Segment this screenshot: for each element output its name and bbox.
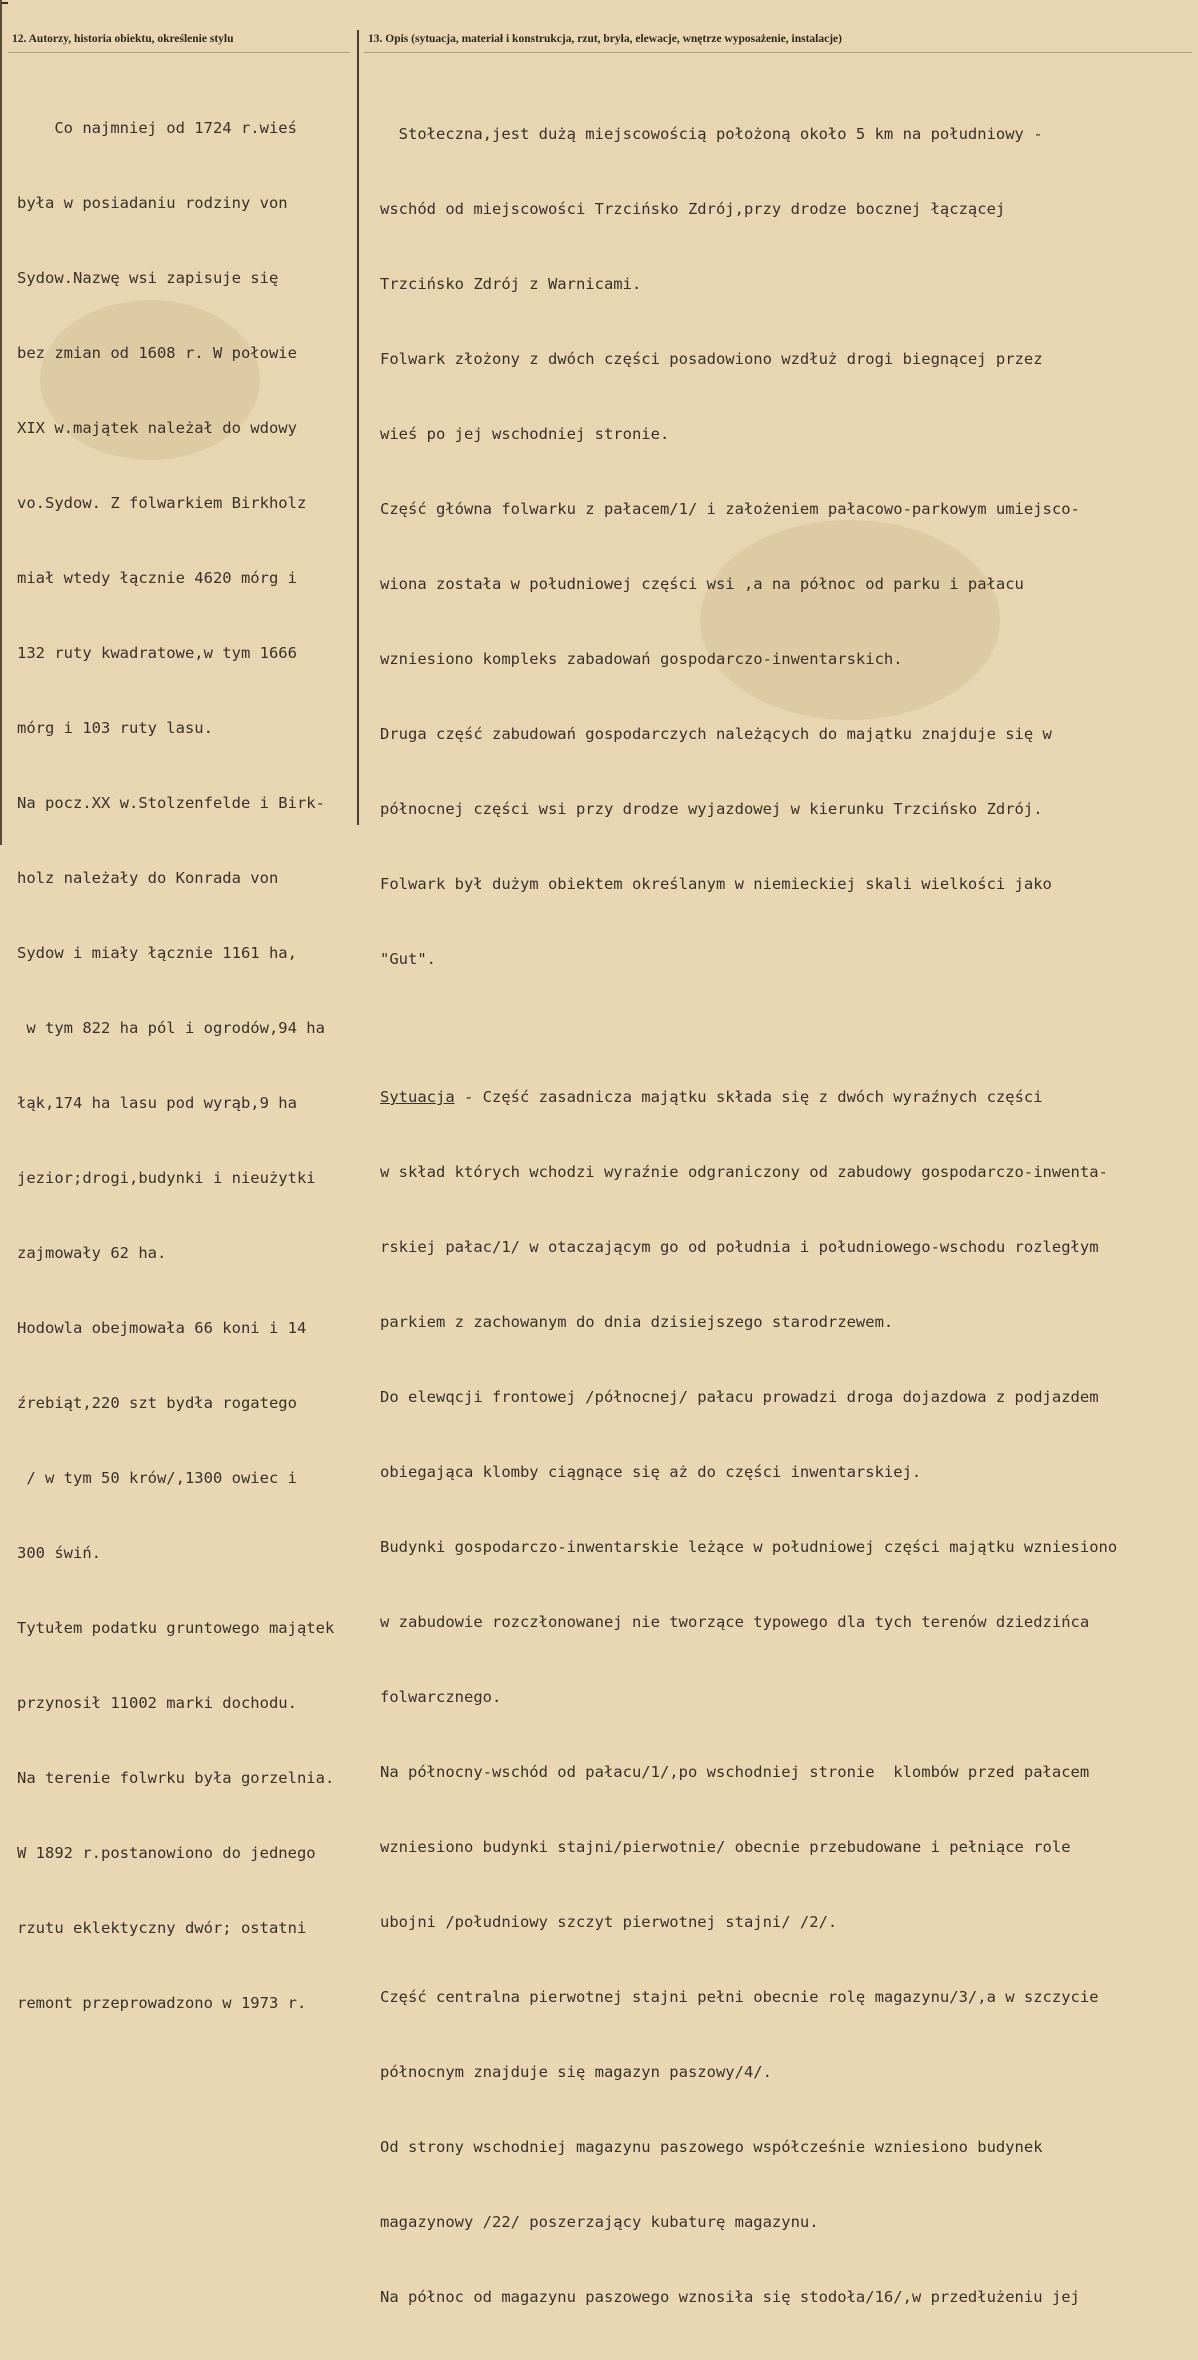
text-line: "Gut". (380, 950, 436, 968)
left-column-header: 12. Autorzy, historia obiektu, określenie stylu (12, 33, 234, 45)
text-line: Część główna folwarku z pałacem/1/ i założeniem pałacowo-parkowym umiejsco- (380, 500, 1080, 518)
text-line: Folwark złożony z dwóch części posadowiono wzdłuż drogi biegnącej przez (380, 350, 1043, 368)
right-column-header: 13. Opis (sytuacja, materiał i konstrukcja, rzut, bryła, elewacje, wnętrze wyposażenie, instalacje) (368, 33, 842, 45)
text-line: Od strony wschodniej magazynu paszowego współcześnie wzniesiono budynek (380, 2138, 1043, 2156)
text-line: w tym 822 ha pól i ogrodów,94 ha (17, 1019, 325, 1037)
text-line: w skład których wchodzi wyraźnie odgraniczony od zabudowy gospodarczo-inwenta- (380, 1163, 1108, 1181)
text-line: Na północ od magazynu paszowego wznosiła się stodoła/16/,w przedłużeniu jej (380, 2288, 1080, 2306)
right-header-rule (364, 52, 1192, 53)
text-line: remont przeprowadzono w 1973 r. (17, 1994, 307, 2012)
text-line: Folwark był dużym obiektem określanym w niemieckiej skali wielkości jako (380, 875, 1052, 893)
text-line: / w tym 50 krów/,1300 owiec i (17, 1469, 297, 1487)
text-line: XIX w.majątek należał do wdowy (17, 419, 297, 437)
text-line: wschód od miejscowości Trzcińsko Zdrój,przy drodze bocznej łączącej (380, 200, 1006, 218)
left-page-edge (0, 0, 2, 845)
text-line: wiona została w południowej części wsi ,a na północ od parku i pałacu (380, 575, 1024, 593)
text-line: miał wtedy łącznie 4620 mórg i (17, 569, 297, 587)
text-line: ubojni /południowy szczyt pierwotnej stajni/ /2/. (380, 1913, 838, 1931)
text-line: mórg i 103 ruty lasu. (17, 719, 213, 737)
text-line: vo.Sydow. Z folwarkiem Birkholz (17, 494, 307, 512)
text-line: jezior;drogi,budynki i nieużytki (17, 1169, 316, 1187)
text-line: północnym znajduje się magazyn paszowy/4/. (380, 2063, 772, 2081)
situation-label: Sytuacja (380, 1088, 455, 1106)
text-line: magazynowy /22/ poszerzający kubaturę magazynu. (380, 2213, 819, 2231)
text-line: była w posiadaniu rodziny von (17, 194, 288, 212)
text-line: rskiej pałac/1/ w otaczającym go od południa i południowego-wschodu rozległym (380, 1238, 1099, 1256)
text-line: w zabudowie rozczłonowanej nie tworzące typowego dla tych terenów dziedzińca (380, 1613, 1090, 1631)
text-line: Hodowla obejmowała 66 koni i 14 (17, 1319, 307, 1337)
text-line: obiegająca klomby ciągnące się aż do części inwentarskiej. (380, 1463, 922, 1481)
text-line: wieś po jej wschodniej stronie. (380, 425, 670, 443)
text-line: północnej części wsi przy drodze wyjazdowej w kierunku Trzcińsko Zdrój. (380, 800, 1043, 818)
text-line: 300 świń. (17, 1544, 101, 1562)
text-line: wzniesiono kompleks zabadowań gospodarczo-inwentarskich. (380, 650, 903, 668)
corner-mark (2, 2, 8, 32)
text-line: Budynki gospodarczo-inwentarskie leżące w południowej części majątku wzniesiono (380, 1538, 1118, 1556)
text-line: Na północny-wschód od pałacu/1/,po wschodniej stronie klombów przed pałacem (380, 1763, 1090, 1781)
text-line: wzniesiono budynki stajni/pierwotnie/ obecnie przebudowane i pełniące role (380, 1838, 1071, 1856)
text-line: rzutu eklektyczny dwór; ostatni (17, 1919, 307, 1937)
text-line: folwarcznego. (380, 1688, 502, 1706)
text-line: zajmowały 62 ha. (17, 1244, 167, 1262)
text-line: Na terenie folwrku była gorzelnia. (17, 1769, 335, 1787)
text-line: holz należały do Konrada von (17, 869, 279, 887)
text-line: parkiem z zachowanym do dnia dzisiejszego starodrzewem. (380, 1313, 894, 1331)
description-text (380, 72, 1180, 2360)
text-line: Co najmniej od 1724 r.wieś (17, 119, 297, 137)
text-line: Na pocz.XX w.Stolzenfelde i Birk- (17, 794, 325, 812)
text-line: Do elewqcji frontowej /północnej/ pałacu prowadzi droga dojazdowa z podjazdem (380, 1388, 1099, 1406)
text-line: Część centralna pierwotnej stajni pełni obecnie rolę magazynu/3/,a w szczycie (380, 1988, 1099, 2006)
column-divider (357, 30, 359, 825)
text-line: Sydow.Nazwę wsi zapisuje się (17, 269, 279, 287)
text-line: 132 ruty kwadratowe,w tym 1666 (17, 644, 297, 662)
text-line: Tytułem podatku gruntowego majątek (17, 1619, 335, 1637)
paragraph-gap (380, 1022, 1180, 1035)
situation-text: - Część zasadnicza majątku składa się z dwóch wyraźnych części (454, 1088, 1043, 1106)
history-text (17, 66, 355, 2066)
text-line: źrebiąt,220 szt bydła rogatego (17, 1394, 297, 1412)
left-header-rule (8, 52, 350, 53)
text-line: Trzcińsko Zdrój z Warnicami. (380, 275, 642, 293)
text-line: W 1892 r.postanowiono do jednego (17, 1844, 316, 1862)
text-line: bez zmian od 1608 r. W połowie (17, 344, 297, 362)
text-line: Sydow i miały łącznie 1161 ha, (17, 944, 297, 962)
situation-line (380, 1085, 1180, 1110)
text-line: przynosił 11002 marki dochodu. (17, 1694, 297, 1712)
text-line: łąk,174 ha lasu pod wyrąb,9 ha (17, 1094, 297, 1112)
text-line: Stołeczna,jest dużą miejscowością położoną około 5 km na południowy - (380, 125, 1043, 143)
text-line: Druga część zabudowań gospodarczych należących do majątku znajduje się w (380, 725, 1052, 743)
